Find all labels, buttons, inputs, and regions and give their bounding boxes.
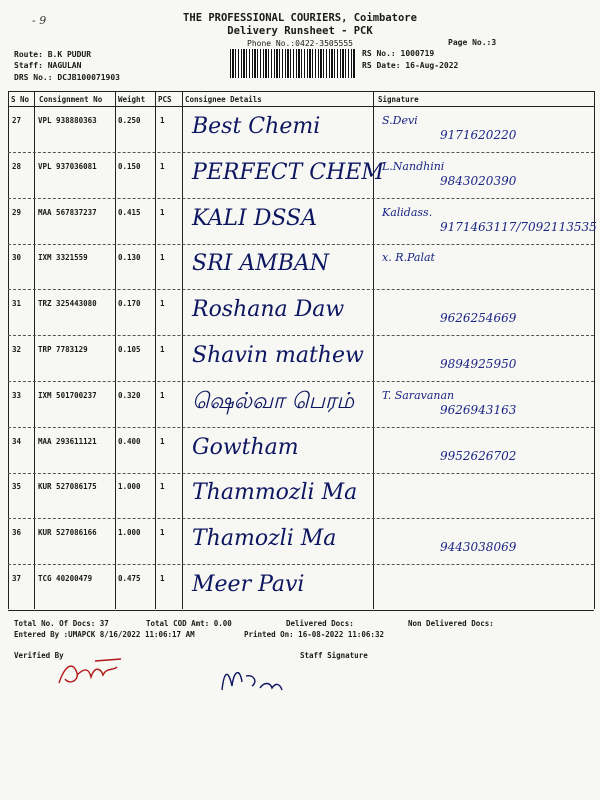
row-consignment: VPL 938880363 [38,116,97,125]
phone-handwriting: 9626943163 [440,403,517,417]
col-weight: Weight [118,95,146,104]
consignee-handwriting: KALI DSSA [192,206,318,231]
row-pcs: 1 [160,299,165,308]
row-weight: 1.000 [118,528,141,537]
verifier-signature [55,655,130,690]
company-title: THE PROFESSIONAL COURIERS, Coimbatore [183,12,417,24]
row-consignment: MAA 293611121 [38,437,97,446]
staff: Staff: NAGULAN [14,61,82,70]
col-pcs: PCS [158,95,172,104]
rs-date: RS Date: 16-Aug-2022 [362,61,459,70]
row-pcs: 1 [160,162,165,171]
row-sno: 35 [12,482,22,491]
verified-by-label: Verified By [14,651,64,660]
row-pcs: 1 [160,208,165,217]
row-sno: 32 [12,345,22,354]
phone-number: Phone No.:0422-3505555 [247,39,353,48]
col-divider [594,91,595,609]
signature-handwriting: x. R.Palat [382,251,435,264]
row-weight: 0.130 [118,253,141,262]
row-separator [8,335,594,336]
consignee-handwriting: Roshana Daw [192,297,345,322]
row-sno: 37 [12,574,22,583]
page-number: Page No.:3 [448,38,497,47]
col-consignee: Consignee Details [185,95,262,104]
consignee-handwriting: Shavin mathew [192,343,364,368]
row-consignment: MAA 567837237 [38,208,97,217]
row-pcs: 1 [160,437,165,446]
printed-on: Printed On: 16-08-2022 11:06:32 [244,630,384,639]
signature-handwriting: T. Saravanan [382,389,455,402]
row-consignment: TCG 40200479 [38,574,93,583]
row-weight: 0.415 [118,208,141,217]
phone-handwriting: 9952626702 [440,449,517,463]
signature-handwriting: L.Nandhini [382,160,445,173]
signature-handwriting: Kalidass. [382,206,433,219]
row-weight: 0.150 [118,162,141,171]
row-consignment: IXM 501700237 [38,391,97,400]
row-pcs: 1 [160,116,165,125]
col-divider [115,91,116,609]
row-consignment: KUR 527086166 [38,528,97,537]
row-weight: 0.475 [118,574,141,583]
row-separator [8,289,594,290]
barcode [230,49,356,78]
col-divider [182,91,183,609]
row-separator [8,564,594,565]
row-separator [8,198,594,199]
entered-by: Entered By :UMAPCK 8/16/2022 11:06:17 AM [14,630,195,639]
phone-handwriting: 9894925950 [440,357,517,371]
row-consignment: TRZ 325443080 [38,299,97,308]
col-divider [155,91,156,609]
col-signature: Signature [378,95,419,104]
phone-handwriting: 9171620220 [440,128,517,142]
col-consignment: Consignment No [39,95,103,104]
col-divider [8,91,9,609]
row-consignment: KUR 527086175 [38,482,97,491]
phone-handwriting: 9443038069 [440,540,517,554]
consignee-handwriting: ஷெல்வா பெரம் [192,389,355,414]
row-separator [8,244,594,245]
row-consignment: TRP 7783129 [38,345,88,354]
row-separator [8,427,594,428]
row-sno: 33 [12,391,22,400]
table-top-rule [8,91,594,92]
corner-mark: - 9 [32,14,47,27]
delivered-docs: Delivered Docs: [286,619,354,628]
consignee-handwriting: Gowtham [192,435,299,460]
row-sno: 29 [12,208,22,217]
consignee-handwriting: Thammozli Ma [192,480,358,505]
row-pcs: 1 [160,574,165,583]
row-weight: 0.105 [118,345,141,354]
consignee-handwriting: Thamozli Ma [192,526,337,551]
row-sno: 27 [12,116,22,125]
consignee-handwriting: PERFECT CHEM [192,160,384,185]
total-docs: Total No. Of Docs: 37 [14,619,109,628]
row-sno: 31 [12,299,22,308]
header-bottom-rule [8,106,594,107]
runsheet-title: Delivery Runsheet - PCK [227,25,373,37]
row-sno: 30 [12,253,22,262]
col-sno: S No [11,95,30,104]
row-weight: 0.400 [118,437,141,446]
phone-handwriting: 9843020390 [440,174,517,188]
signature-handwriting: S.Devi [382,114,418,127]
consignee-handwriting: Meer Pavi [192,572,305,597]
row-weight: 0.250 [118,116,141,125]
non-delivered-docs: Non Delivered Docs: [408,619,494,628]
row-sno: 28 [12,162,22,171]
row-pcs: 1 [160,482,165,491]
col-divider [34,91,35,609]
row-separator [8,473,594,474]
row-pcs: 1 [160,253,165,262]
row-sno: 36 [12,528,22,537]
phone-handwriting: 9626254669 [440,311,517,325]
total-cod: Total COD Amt: 0.00 [146,619,232,628]
consignee-handwriting: SRI AMBAN [192,251,330,276]
row-pcs: 1 [160,528,165,537]
staff-signature [218,660,298,698]
staff-signature-label: Staff Signature [300,651,368,660]
row-consignment: VPL 937036081 [38,162,97,171]
row-consignment: IXM 3321559 [38,253,88,262]
table-bottom-rule [8,610,594,611]
row-separator [8,518,594,519]
drs-number: DRS No.: DCJB100071903 [14,73,120,82]
row-separator [8,152,594,153]
company-name [150,12,450,38]
row-weight: 0.320 [118,391,141,400]
consignee-handwriting: Best Chemi [192,114,321,139]
row-pcs: 1 [160,345,165,354]
row-separator [8,381,594,382]
route: Route: B.K PUDUR [14,50,92,59]
row-weight: 0.170 [118,299,141,308]
row-pcs: 1 [160,391,165,400]
row-sno: 34 [12,437,22,446]
rs-number: RS No.: 1000719 [362,49,435,58]
phone-handwriting: 9171463117/7092113535 [440,220,597,234]
row-weight: 1.000 [118,482,141,491]
